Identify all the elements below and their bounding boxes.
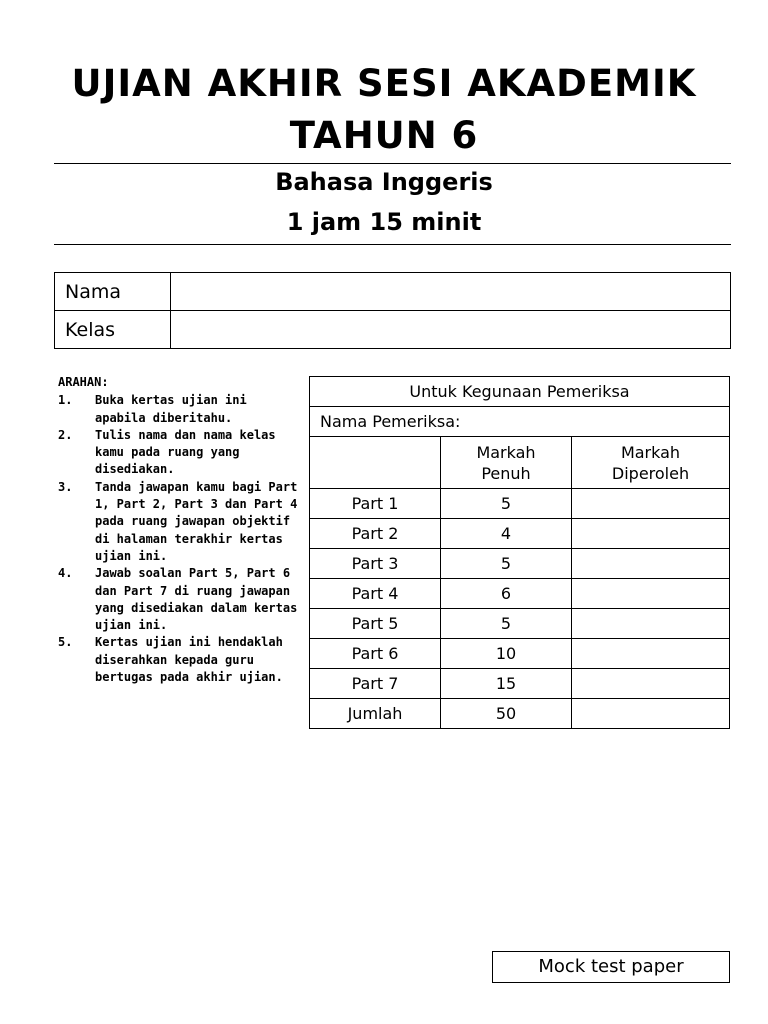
name-row <box>55 273 731 311</box>
instruction-number: 3. <box>58 479 73 494</box>
mock-test-label: Mock test paper <box>492 951 730 983</box>
name-field[interactable] <box>171 273 731 311</box>
header-marks-obtained: Markah Diperoleh <box>572 437 730 489</box>
exam-title-line1: UJIAN AKHIR SESI AKADEMIK <box>71 62 697 105</box>
marks-row <box>310 699 730 729</box>
full-marks-value: 4 <box>441 519 572 549</box>
marks-row <box>310 669 730 699</box>
marks-obtained-field[interactable] <box>572 549 730 579</box>
full-marks-value: 5 <box>441 609 572 639</box>
marks-obtained-field[interactable] <box>572 579 730 609</box>
part-label: Part 1 <box>310 489 441 519</box>
examiner-table-header <box>310 437 730 489</box>
part-label: Jumlah <box>310 699 441 729</box>
marks-obtained-field[interactable] <box>572 669 730 699</box>
class-label: Kelas <box>55 311 171 349</box>
subject-title: Bahasa Inggeris <box>275 168 493 196</box>
instruction-number: 5. <box>58 635 73 650</box>
full-marks-value: 50 <box>441 699 572 729</box>
marks-obtained-field[interactable] <box>572 609 730 639</box>
student-info-table <box>54 272 731 349</box>
marks-obtained-field[interactable] <box>572 489 730 519</box>
instruction-item <box>58 634 303 686</box>
part-label: Part 5 <box>310 609 441 639</box>
instruction-number: 1. <box>58 393 73 408</box>
marks-row <box>310 609 730 639</box>
exam-title-line2: TAHUN 6 <box>289 114 479 157</box>
instructions-heading: ARAHAN: <box>58 375 109 389</box>
marks-obtained-field[interactable] <box>572 639 730 669</box>
full-marks-value: 10 <box>441 639 572 669</box>
full-marks-value: 6 <box>441 579 572 609</box>
instructions-list <box>58 392 303 686</box>
examiner-table-title: Untuk Kegunaan Pemeriksa <box>310 377 730 407</box>
examiner-table <box>309 376 730 729</box>
examiner-table-title-row <box>310 377 730 407</box>
instruction-text: Tulis nama dan nama kelas kamu pada ruang yang disediakan. <box>95 427 276 477</box>
name-label: Nama <box>55 273 171 311</box>
marks-row <box>310 579 730 609</box>
marks-row <box>310 639 730 669</box>
header-part-cell <box>310 437 441 489</box>
header-divider-top <box>54 163 731 164</box>
marks-obtained-field[interactable] <box>572 519 730 549</box>
instruction-text: Buka kertas ujian ini apabila diberitahu. <box>95 393 247 425</box>
instruction-item <box>58 479 303 565</box>
header-full-marks: Markah Penuh <box>441 437 572 489</box>
instruction-number: 2. <box>58 427 73 442</box>
full-marks-value: 5 <box>441 549 572 579</box>
examiner-name-row <box>310 407 730 437</box>
instruction-text: Kertas ujian ini hendaklah diserahkan kepada guru bertugas pada akhir ujian. <box>95 635 283 685</box>
part-label: Part 4 <box>310 579 441 609</box>
instruction-text: Jawab soalan Part 5, Part 6 dan Part 7 di ruang jawapan yang disediakan dalam kertas ujian ini. <box>95 566 298 633</box>
class-field[interactable] <box>171 311 731 349</box>
marks-row <box>310 519 730 549</box>
instruction-item <box>58 565 303 634</box>
class-row <box>55 311 731 349</box>
instruction-number: 4. <box>58 566 73 581</box>
instruction-item <box>58 392 303 427</box>
header-divider-bottom <box>54 244 731 245</box>
exam-duration: 1 jam 15 minit <box>286 208 482 236</box>
instruction-item <box>58 427 303 479</box>
part-label: Part 3 <box>310 549 441 579</box>
marks-row <box>310 549 730 579</box>
part-label: Part 2 <box>310 519 441 549</box>
full-marks-value: 15 <box>441 669 572 699</box>
instruction-text: Tanda jawapan kamu bagi Part 1, Part 2, Part 3 dan Part 4 pada ruang jawapan objektif di halaman terakhir kertas ujian ini. <box>95 479 298 563</box>
part-label: Part 7 <box>310 669 441 699</box>
examiner-name-field[interactable]: Nama Pemeriksa: <box>310 407 730 437</box>
marks-obtained-field[interactable] <box>572 699 730 729</box>
full-marks-value: 5 <box>441 489 572 519</box>
part-label: Part 6 <box>310 639 441 669</box>
instructions-block <box>58 374 303 686</box>
marks-row <box>310 489 730 519</box>
